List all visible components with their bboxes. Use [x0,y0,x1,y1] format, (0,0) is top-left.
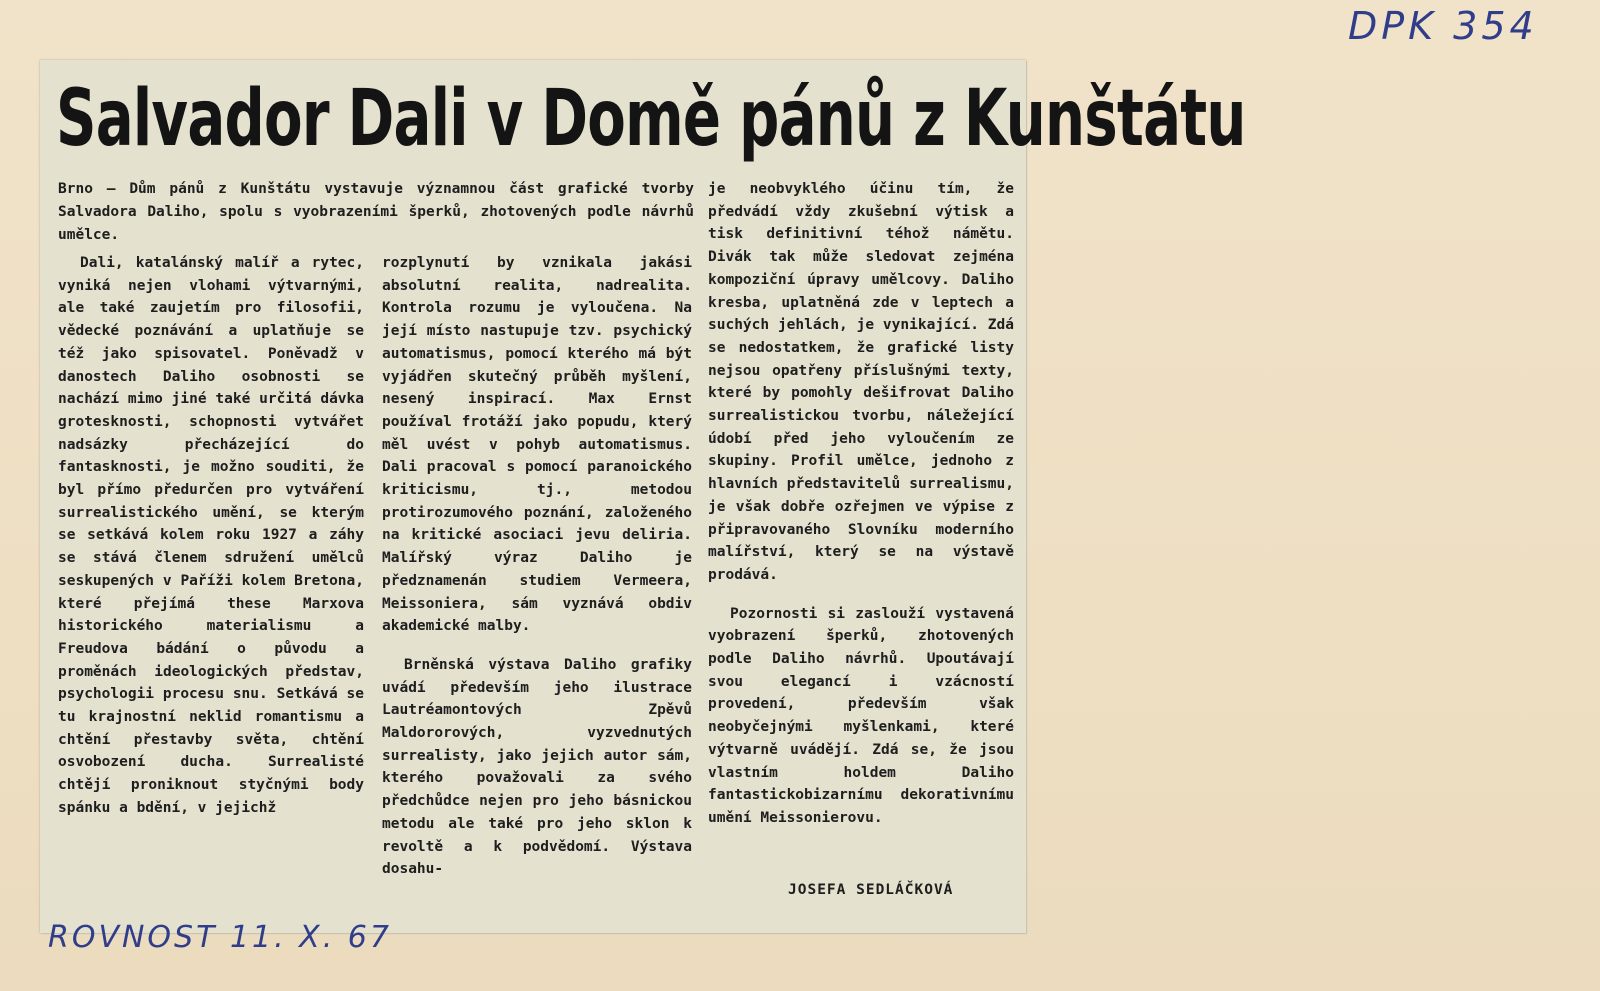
paragraph: rozplynutí by vznikala jakási absolutní realita, nadrealita. Kontrola rozumu je vyloučena. Na její místo nastupuje tzv. psychický automatismus, pomocí kterého má být vyjádřen skutečný průběh myšlení, nesený inspirací. Max Ernst používal frotáží jako popudu, který měl uvést v pohyb automatismus. Dali pracoval s pomocí paranoického kriticismu, tj., metodou protirozumového poznání, založeného na kritické asociaci jevu deliria. Malířský výraz Daliho je předznamenán studiem Vermeera, Meissoniera, sám vyznává obdiv akademické malby. [382,255,692,635]
newspaper-clipping [40,60,1246,933]
archive-code-handwritten: DPK 354 [1348,4,1538,48]
article-column-1 [58,252,364,820]
source-note-handwritten: ROVNOST 11. X. 67 [48,920,392,955]
article-headline: Salvador Dali v Domě pánů z Kunštátu [56,74,1246,164]
paragraph: Dali, katalánský malíř a rytec, vyniká nejen vlohami výtvarnými, ale také zaujetím pro filosofii, vědecké poznávání a uplatňuje se též jako spisovatel. Poněvadž v danostech Daliho osobnosti se nachází mimo jiné také určitá dávka grotesknosti, schopnosti vytvářet nadsázky přecházející do fantasknosti, je možno souditi, že byl přímo předurčen pro vytváření surrealistického umění, se kterým se setkává kolem roku 1927 a záhy se stává členem sdružení umělců seskupených v Paříži kolem Bretona, které přejímá these Marxova historického materialismu a Freudova bádání o původu a proměnách ideologických představ, psychologii procesu snu. Setkává se tu krajnostní neklid romantismu a chtění přestavby světa, chtění osvobození ducha. Surrealisté chtějí proniknout styčnými body spánku a bdění, v jejichž [58,255,364,816]
paragraph: Pozornosti si zaslouží vystavená vyobrazení šperků, zhotovených podle Daliho návrhů. Upoutávají svou elegancí i vzácností provedení, především však neobyčejnými myšlenkami, které výtvarně uvádějí. Zdá se, že jsou vlastním holdem Daliho fantastickobizarnímu dekorativnímu umění Meissonierovu. [708,605,1014,826]
paragraph: je neobvyklého účinu tím, že předvádí vždy zkušební výtisk a tisk definitivní téhož námětu. Divák tak může sledovat zejména kompoziční úpravy umělcovy. Daliho kresba, uplatněná zde v leptech a suchých jehlách, je vynikající. Zdá se nedostatkem, že grafické listy nejsou opatřeny příslušnými texty, které by pomohly dešifrovat Daliho surrealistickou tvorbu, náležející údobí před jeho vyloučením ze skupiny. Profil umělce, jednoho z hlavních představitelů surrealismu, je však dobře ozřejmen ve výpise z připravovaného Slovníku moderního malířství, který se na výstavě prodává. [708,181,1014,583]
article-column-3 [708,178,1014,830]
paragraph: Brněnská výstava Daliho grafiky uvádí především jeho ilustrace Lautréamontových Zpěvů Maldororových, vyzvednutých surrealisty, jako jejich autor sám, kterého považovali za svého předchůdce nejen pro jeho básnickou metodu ale také pro jeho sklon k revoltě a k podvědomí. Výstava dosahu- [382,656,692,878]
article-lead: Brno — Dům pánů z Kunštátu vystavuje významnou část grafické tvorby Salvadora Daliho, spolu s vyobrazeními šperků, zhotovených podle návrhů umělce. [58,181,694,243]
article-column-2 [382,252,692,881]
author-signature: JOSEFA SEDLÁČKOVÁ [788,882,954,898]
